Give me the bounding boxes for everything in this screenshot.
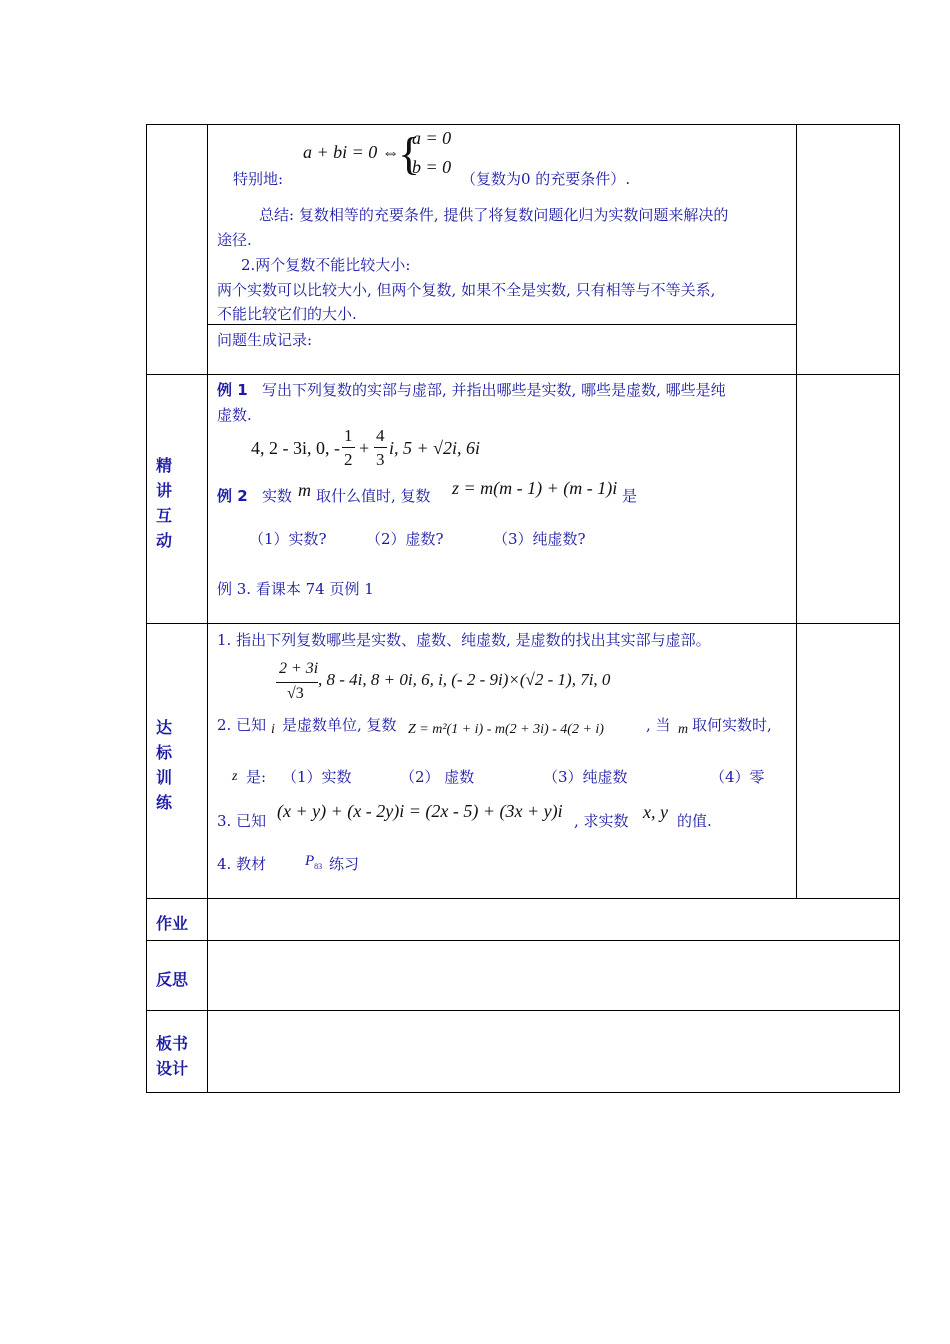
brace: { (398, 128, 421, 179)
point2-text-2: 不能比较它们的大小. (217, 305, 357, 323)
label-char: 训 (156, 768, 173, 787)
question-record: 问题生成记录: (217, 331, 313, 349)
col-divider-right (796, 124, 797, 899)
q2-option-1: （1）实数 (282, 768, 352, 786)
example-2-heading: 例 2 (217, 487, 248, 505)
table-border-bottom (146, 1092, 900, 1093)
fraction-2-bar (374, 447, 387, 448)
board-design-label-2: 设计 (156, 1059, 189, 1078)
row-divider-2 (146, 623, 900, 624)
homework-label: 作业 (156, 914, 189, 933)
point2-text-1: 两个实数可以比较大小, 但两个复数, 如果不全是实数, 只有相等与不等关系, (217, 281, 716, 299)
q2-option-3: （3）纯虚数 (543, 768, 628, 786)
q2-option-4: （4）零 (710, 768, 765, 786)
practice-q3-mid: , 求实数 (574, 812, 629, 830)
example-2-option-3: （3）纯虚数? (493, 530, 586, 548)
label-char: 达 (156, 718, 173, 737)
practice-q2-pre: 2. 已知 (217, 716, 267, 734)
example-1-formula-b: i, 5 + √2i, 6i (389, 438, 481, 458)
case-a: a = 0 (412, 128, 452, 148)
practice-q1: 1. 指出下列复数哪些是实数、虚数、纯虚数, 是虚数的找出其实部与虚部。 (217, 631, 711, 649)
fraction-1-numerator: 1 (344, 426, 353, 445)
table-border-left (146, 124, 147, 1093)
practice-q2-is: 是: (246, 768, 267, 786)
example-2-option-1: （1）实数? (249, 530, 327, 548)
row-divider-1 (146, 374, 900, 375)
point2-title: 2.两个复数不能比较大小: (241, 256, 411, 274)
example-2-mid: 取什么值时, 复数 (316, 487, 431, 505)
label-char: 标 (156, 743, 173, 762)
label-char: 练 (156, 793, 173, 812)
practice-q4-pre: 4. 教材 (217, 855, 267, 873)
board-design-label-1: 板书 (156, 1034, 189, 1053)
practice-q2-post: 取何实数时, (692, 716, 772, 734)
label-char: 动 (156, 531, 173, 550)
practice-q3-pre: 3. 已知 (217, 812, 267, 830)
q2-variable-m: m (678, 722, 689, 737)
practice-q4-post: 练习 (329, 855, 360, 873)
row-divider-3 (146, 898, 900, 899)
q1-fraction-denominator: √3 (287, 685, 304, 702)
q2-variable-z: z (232, 769, 238, 784)
practice-q2-when: , 当 (646, 716, 671, 734)
variable-m: m (298, 480, 311, 500)
q3-formula: (x + y) + (x - 2y)i = (2x - 5) + (3x + y)i (277, 801, 563, 821)
plus-sign: + (359, 438, 370, 458)
summary-line-2: 途径. (217, 231, 252, 249)
q2-option-2: （2） 虚数 (400, 768, 475, 786)
example-2-post: 是 (622, 487, 638, 505)
q1-fraction-bar (276, 682, 318, 683)
example-1-heading: 例 1 (217, 381, 248, 399)
row-divider-4 (146, 940, 900, 941)
row-divider-5 (146, 1010, 900, 1011)
summary-line-1: 总结: 复数相等的充要条件, 提供了将复数问题化归为实数问题来解决的 (259, 206, 729, 224)
inner-divider-record (207, 324, 797, 325)
special-note: （复数为0 的充要条件）. (461, 170, 631, 188)
practice-q3-post: 的值. (677, 812, 712, 830)
q3-variables: x, y (643, 802, 668, 822)
example-1-text-2: 虚数. (217, 406, 252, 424)
fraction-1-denominator: 2 (344, 450, 353, 469)
label-char: 讲 (156, 481, 173, 500)
q2-formula: Z = m²(1 + i) - m(2 + 3i) - 4(2 + i) (408, 722, 604, 737)
table-border-right (899, 124, 900, 1093)
q2-imaginary-unit: i (271, 722, 275, 737)
q1-formula: , 8 - 4i, 8 + 0i, 6, i, (- 2 - 9i)×(√2 - 1), 7i, 0 (318, 670, 611, 689)
case-b: b = 0 (412, 157, 452, 177)
example-1-formula-a: 4, 2 - 3i, 0, - (251, 438, 340, 458)
special-label: 特别地: (233, 170, 284, 188)
zero-condition-formula: a + bi = 0 ⇔ (303, 142, 400, 162)
example-3: 例 3. 看课本 74 页例 1 (217, 580, 374, 598)
example-1-text-1: 写出下列复数的实部与虚部, 并指出哪些是实数, 哪些是虚数, 哪些是纯 (262, 381, 726, 399)
fraction-1-bar (342, 447, 355, 448)
example-2-formula: z = m(m - 1) + (m - 1)i (452, 478, 618, 498)
fraction-2-denominator: 3 (376, 450, 385, 469)
col-divider-left (207, 124, 208, 1093)
practice-q2-mid: 是虚数单位, 复数 (282, 716, 397, 734)
label-char: 精 (156, 456, 173, 475)
label-char: 互 (156, 506, 173, 525)
q4-textbook-p: $P_{83}$ (305, 853, 323, 871)
example-2-option-2: （2）虚数? (366, 530, 444, 548)
table-border-top (146, 124, 900, 125)
example-2-pre: 实数 (262, 487, 293, 505)
q1-fraction-numerator: 2 + 3i (279, 660, 319, 677)
reflection-label: 反思 (156, 970, 189, 989)
fraction-2-numerator: 4 (376, 426, 385, 445)
